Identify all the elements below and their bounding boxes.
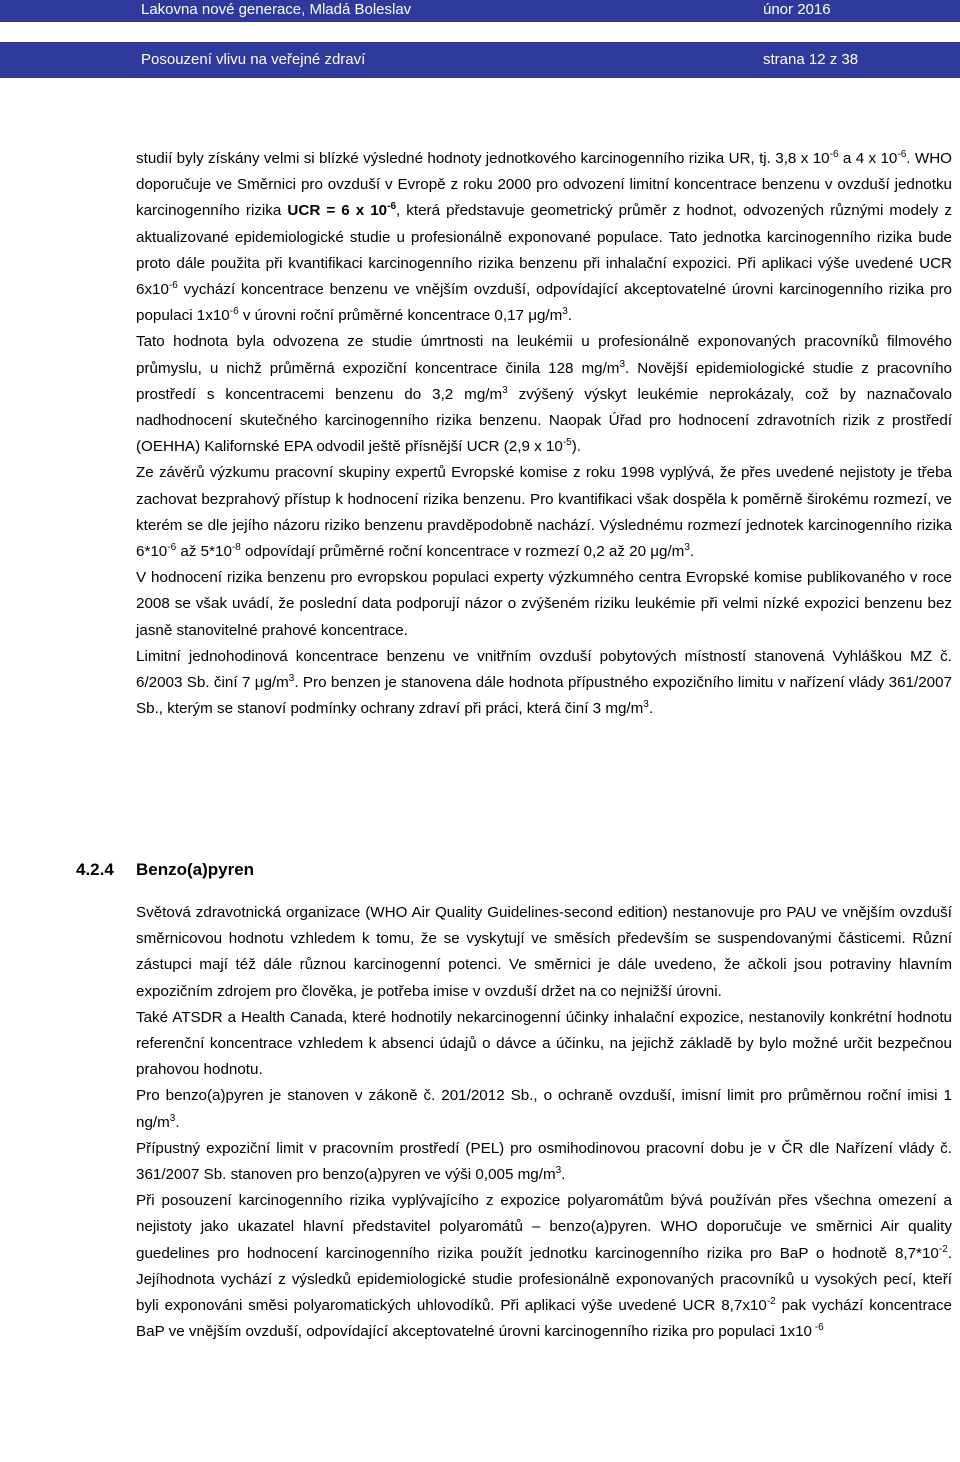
- header-bar-bottom: [0, 42, 960, 78]
- paragraph: studií byly získány velmi si blízké výsledné hodnoty jednotkového karcinogenního rizika UR, tj. 3,8 x $10^{-6}$ a 4 x $10^{-6}$. WHO doporučuje ve Směrnici pro ovzduší v Evropě z roku 2000 pro odvození limitní koncentrace benzenu v ovzduší jednotku karcinogenního rizika UCR = 6 x $10^{-6}$, která představuje geometrický průměr z hodnot, odvozených různými modely z aktualizované epidemiologické studie u profesionálně exponované populace. Tato jednotka karcinogenního rizika bude proto dále použita při kvantifikaci karcinogenního rizika benzenu při inhalační expozici. Při aplikaci výše uvedené UCR $6x10^{-6}$ vychází koncentrace benzenu ve vnějším ovzduší, odpovídající akceptovatelné úrovni karcinogenního rizika pro populaci $1x10^{-6}$ v úrovni roční průměrné koncentrace 0,17 $\mu g/m^3$.: [136, 149, 952, 325]
- document-date: únor 2016: [763, 1, 831, 18]
- header-bar-top: [0, 0, 960, 22]
- paragraph: Limitní jednohodinová koncentrace benzenu ve vnitřním ovzduší pobytových místností stanovená Vyhláškou MZ č. 6/2003 Sb. činí 7 $\mu g/m^3$. Pro benzen je stanovena dále hodnota přípustného expozičního limitu v nařízení vlády 361/2007 Sb., kterým se stanoví podmínky ochrany zdraví při práci, která činí 3 $mg/m^3$.: [136, 647, 952, 718]
- paragraph: Ze závěrů výzkumu pracovní skupiny expertů Evropské komise z roku 1998 vyplývá, že přes uvedené nejistoty je třeba zachovat bezprahový přístup k hodnocení rizika benzenu. Pro kvantifikaci však dospěla k poměrně širokému rozmezí, ve kterém se dle jejího názoru riziko benzenu pravděpodobně nachází. Výslednému rozmezí jednotek karcinogenního rizika $6*10^{-6}$ až $5*10^{-8}$ odpovídají průměrné roční koncentrace v rozmezí 0,2 až 20 $\mu g/m^3$.: [136, 464, 952, 561]
- paragraph: Pro benzo(a)pyren je stanoven v zákoně č. 201/2012 Sb., o ochraně ovzduší, imisní limit pro průměrnou roční imisi 1 $ng/m^3$.: [136, 1087, 952, 1131]
- paragraph: V hodnocení rizika benzenu pro evropskou populaci experty výzkumného centra Evropské komise publikovaného v roce 2008 se však uvádí, že poslední data podporují názor o zvýšeném riziku leukémie při velmi nízké expozici benzenu bez jasně stanovitelné prahové koncentrace.: [136, 569, 952, 639]
- document-title: Lakovna nové generace, Mladá Boleslav: [141, 1, 412, 18]
- document-subtitle: Posouzení vlivu na veřejné zdraví: [141, 51, 366, 68]
- paragraph: Také ATSDR a Health Canada, které hodnotily nekarcinogenní účinky inhalační expozice, nestanovily konkrétní hodnotu referenční koncentrace vzhledem k absenci údajů o dávce a účinku, na jejichž základě by bylo možné určit bezpečnou prahovou hodnotu.: [136, 1008, 952, 1079]
- section-heading: [76, 860, 254, 880]
- paragraph: Přípustný expoziční limit v pracovním prostředí (PEL) pro osmihodinovou pracovní dobu je v ČR dle Nařízení vlády č. 361/2007 Sb. stanoven pro benzo(a)pyren ve výši 0,005 $mg/m^3$.: [136, 1139, 952, 1184]
- paragraph: Tato hodnota byla odvozena ze studie úmrtnosti na leukémii u profesionálně exponovaných pracovníků filmového průmyslu, u nichž průměrná expoziční koncentrace činila 128 $mg/m^3$. Novější epidemiologické studie z pracovního prostředí s koncentracemi benzenu do 3,2 $mg/m^3$ zvýšený výskyt leukémie neprokázaly, což by naznačovalo nadhodnocení skutečného karcinogenního rizika benzenu. Naopak Úřad pro hodnocení zdravotních rizik z prostředí (OEHHA) Kalifornské EPA odvodil ještě přísnější UCR (2,9 x $10^{-5}$).: [136, 333, 952, 456]
- paragraph: Světová zdravotnická organizace (WHO Air Quality Guidelines-second edition) nestanovuje pro PAU ve vnějším ovzduší směrnicovou hodnotu vzhledem k tomu, že se vyskytují ve směsích především se suspendovanými částicemi. Různí zástupci mají též dále různou karcinogenní potenci. Ve směrnici je dále uvedeno, že ačkoli jsou potraviny hlavním expozičním zdrojem pro člověka, je potřeba imise v ovzduší držet na co nejnižší úrovni.: [136, 904, 952, 1000]
- paragraph: Při posouzení karcinogenního rizika vyplývajícího z expozice polyaromátům bývá používán přes všechna omezení a nejistoty jako ukazatel hlavní představitel polyaromátů – benzo(a)pyren. WHO doporučuje ve směrnici Air quality guedelines pro hodnocení karcinogenního rizika použít jednotku karcinogenního rizika pro BaP o hodnotě $8,7*10^{-2}$. Jejíhodnota vychází z výsledků epidemiologické studie profesionálně exponovaných pracovníků u vysokých pecí, kteří byli exponováni směsi polyaromatických uhlovodíků. Při aplikaci výše uvedené UCR $8,7x10^{-2}$ pak vychází koncentrace BaP ve vnějším ovzduší, odpovídající akceptovatelné úrovni karcinogenního rizika pro populaci 1x10 $^{-6}$: [136, 1192, 952, 1341]
- page-number: strana 12 z 38: [763, 51, 859, 68]
- section-title: Benzo(a)pyren: [136, 860, 255, 879]
- benzene-text-block: [136, 146, 952, 722]
- benzopyrene-text-block: [136, 900, 952, 1345]
- section-number: 4.2.4: [76, 860, 114, 879]
